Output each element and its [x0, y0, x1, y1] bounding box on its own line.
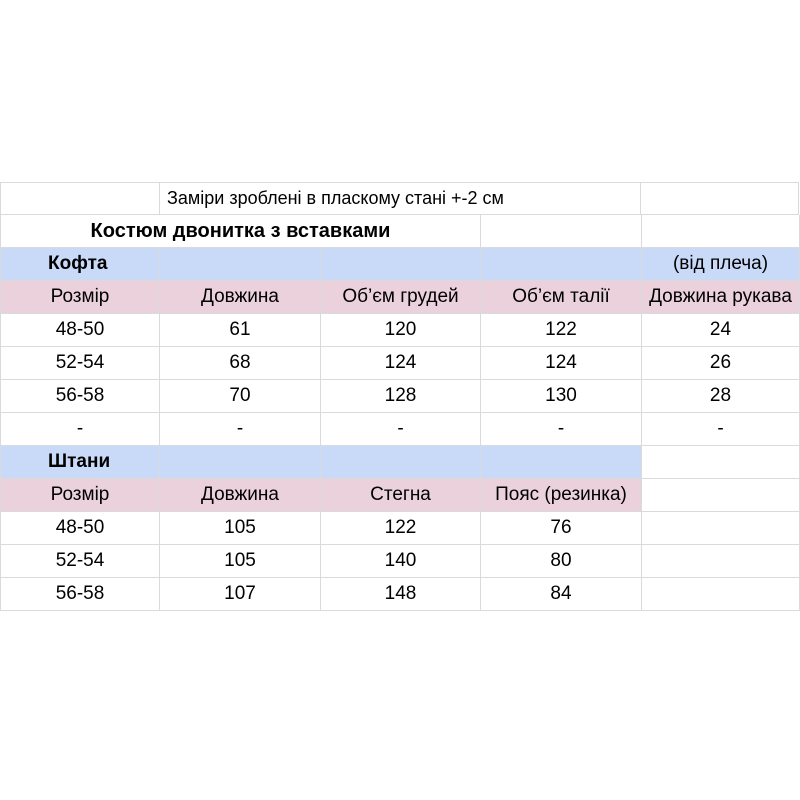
table-row: [0, 380, 800, 413]
table-cell[interactable]: 105: [160, 545, 321, 578]
measurement-note[interactable]: Заміри зроблені в пласкому стані +-2 см: [160, 182, 641, 215]
empty-cell[interactable]: [481, 215, 642, 248]
column-header[interactable]: Об’єм грудей: [321, 281, 481, 314]
top-section-row: [0, 248, 800, 281]
table-cell[interactable]: -: [160, 413, 321, 446]
table-cell[interactable]: 122: [321, 512, 481, 545]
table-cell[interactable]: 124: [481, 347, 642, 380]
table-cell[interactable]: 56-58: [0, 578, 160, 611]
size-chart-sheet: [0, 182, 800, 611]
table-cell[interactable]: 68: [160, 347, 321, 380]
empty-cell[interactable]: [321, 248, 481, 281]
table-cell[interactable]: 120: [321, 314, 481, 347]
table-row: [0, 578, 800, 611]
column-header[interactable]: Довжина: [160, 479, 321, 512]
column-header[interactable]: Об’єм талії: [481, 281, 642, 314]
table-cell[interactable]: 105: [160, 512, 321, 545]
table-cell[interactable]: 76: [481, 512, 642, 545]
column-header[interactable]: Розмір: [0, 479, 160, 512]
table-cell[interactable]: 128: [321, 380, 481, 413]
table-cell[interactable]: 48-50: [0, 512, 160, 545]
pants-section-row: [0, 446, 800, 479]
empty-cell[interactable]: [0, 182, 160, 215]
empty-cell[interactable]: [642, 215, 800, 248]
table-row: [0, 347, 800, 380]
empty-cell[interactable]: [642, 512, 800, 545]
title-row: [0, 215, 800, 248]
table-cell[interactable]: 84: [481, 578, 642, 611]
empty-cell[interactable]: [642, 545, 800, 578]
table-cell[interactable]: -: [481, 413, 642, 446]
column-header[interactable]: Розмір: [0, 281, 160, 314]
table-cell[interactable]: 148: [321, 578, 481, 611]
table-row: [0, 413, 800, 446]
chart-title[interactable]: Костюм двонитка з вставками: [0, 215, 481, 248]
table-cell[interactable]: -: [321, 413, 481, 446]
table-cell[interactable]: 61: [160, 314, 321, 347]
note-row: [0, 182, 800, 215]
table-cell[interactable]: 140: [321, 545, 481, 578]
top-section-label[interactable]: Кофта: [0, 248, 160, 281]
top-header-row: [0, 281, 800, 314]
table-cell[interactable]: 70: [160, 380, 321, 413]
table-cell[interactable]: -: [642, 413, 800, 446]
table-row: [0, 512, 800, 545]
table-cell[interactable]: 107: [160, 578, 321, 611]
table-row: [0, 314, 800, 347]
table-cell[interactable]: 48-50: [0, 314, 160, 347]
pants-section-label[interactable]: Штани: [0, 446, 160, 479]
empty-cell[interactable]: [481, 248, 642, 281]
table-row: [0, 545, 800, 578]
empty-cell[interactable]: [481, 446, 642, 479]
table-cell[interactable]: 124: [321, 347, 481, 380]
empty-cell[interactable]: [321, 446, 481, 479]
column-header[interactable]: Довжина: [160, 281, 321, 314]
sleeve-note[interactable]: (від плеча): [642, 248, 800, 281]
column-header[interactable]: Стегна: [321, 479, 481, 512]
table-cell[interactable]: 130: [481, 380, 642, 413]
empty-cell[interactable]: [642, 446, 800, 479]
table-cell[interactable]: 26: [642, 347, 800, 380]
empty-cell[interactable]: [642, 479, 800, 512]
table-cell[interactable]: 24: [642, 314, 800, 347]
table-cell[interactable]: 52-54: [0, 545, 160, 578]
table-cell[interactable]: 28: [642, 380, 800, 413]
table-cell[interactable]: 122: [481, 314, 642, 347]
empty-cell[interactable]: [642, 578, 800, 611]
pants-header-row: [0, 479, 800, 512]
table-cell[interactable]: 52-54: [0, 347, 160, 380]
table-cell[interactable]: 80: [481, 545, 642, 578]
empty-cell[interactable]: [160, 446, 321, 479]
column-header[interactable]: Довжина рукава: [642, 281, 800, 314]
empty-cell[interactable]: [641, 182, 799, 215]
table-cell[interactable]: 56-58: [0, 380, 160, 413]
table-cell[interactable]: -: [0, 413, 160, 446]
empty-cell[interactable]: [160, 248, 321, 281]
column-header[interactable]: Пояс (резинка): [481, 479, 642, 512]
